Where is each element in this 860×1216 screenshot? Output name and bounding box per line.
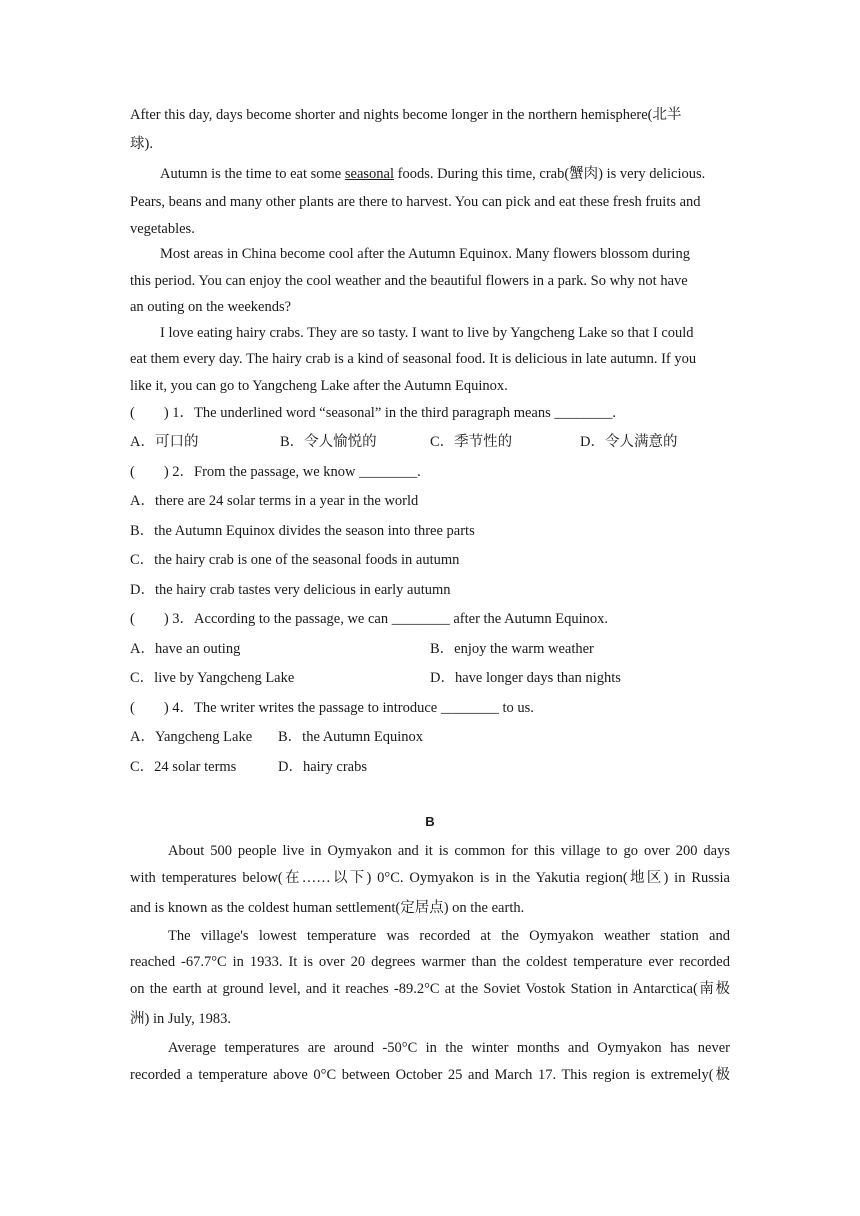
q1-option-a: A．可口的	[130, 434, 199, 450]
question-2: ( ) 2．From the passage, we know ________.	[130, 464, 421, 480]
q4-option-a: A．Yangcheng Lake	[130, 729, 253, 745]
passage-b-p2-line2: reached -67.7°C in 1933. It is over 20 degrees warmer than the coldest temperature ever recorded	[130, 954, 730, 970]
passage-b-p1-line3: and is known as the coldest human settlement(定居点) on the earth.	[130, 900, 525, 916]
q1-option-b: B．令人愉悦的	[280, 434, 377, 450]
q2-option-a: A．there are 24 solar terms in a year in the world	[130, 493, 419, 509]
passage-a-p1-line2: 球).	[130, 136, 153, 152]
passage-b-p2-line1: The village's lowest temperature was recorded at the Oymyakon weather station and	[168, 928, 730, 944]
q4-option-c: C．24 solar terms	[130, 759, 237, 775]
passage-a-p2-line2: Pears, beans and many other plants are there to harvest. You can pick and eat these fresh fruits and	[130, 194, 701, 210]
passage-a-p4-line1: I love eating hairy crabs. They are so tasty. I want to live by Yangcheng Lake so that I could	[160, 325, 694, 341]
q1-option-c: C．季节性的	[430, 434, 513, 450]
q2-option-b: B．the Autumn Equinox divides the season into three parts	[130, 523, 475, 539]
passage-a-p3-line1: Most areas in China become cool after the Autumn Equinox. Many flowers blossom during	[160, 246, 690, 262]
question-1: ( ) 1．The underlined word “seasonal” in the third paragraph means ________.	[130, 405, 617, 421]
q3-option-b: B．enjoy the warm weather	[430, 641, 594, 657]
p2-text-post: foods. During this time, crab(蟹肉) is very delicious.	[393, 166, 706, 182]
question-3: ( ) 3．According to the passage, we can ________ after the Autumn Equinox.	[130, 611, 608, 627]
p2-text-pre: Autumn is the time to eat some	[160, 166, 345, 182]
passage-b-p3-line2: recorded a temperature above 0°C between October 25 and March 17. This region is extremely(极	[130, 1067, 730, 1083]
q3-option-d: D．have longer days than nights	[430, 670, 621, 686]
passage-a-p4-line2: eat them every day. The hairy crab is a kind of seasonal food. It is delicious in late autumn. If you	[130, 351, 697, 367]
q4-option-b: B．the Autumn Equinox	[278, 729, 423, 745]
passage-a-p3-line2: this period. You can enjoy the cool weather and the beautiful flowers in a park. So why not have	[130, 273, 688, 289]
q4-option-d: D．hairy crabs	[278, 759, 367, 775]
passage-b-p3-line1: Average temperatures are around -50°C in the winter months and Oymyakon has never	[168, 1040, 730, 1056]
q3-option-c: C．live by Yangcheng Lake	[130, 670, 295, 686]
passage-a-p2-line1	[160, 165, 705, 183]
underlined-word-seasonal: seasonal	[344, 166, 394, 182]
passage-b-p2-line4: 洲) in July, 1983.	[130, 1011, 231, 1027]
q2-option-c: C．the hairy crab is one of the seasonal foods in autumn	[130, 552, 460, 568]
passage-b-p1-line1: About 500 people live in Oymyakon and it is common for this village to go over 200 days	[168, 843, 730, 859]
passage-a-p4-line3: like it, you can go to Yangcheng Lake after the Autumn Equinox.	[130, 378, 508, 394]
q1-option-d: D．令人满意的	[580, 434, 678, 450]
passage-b-p2-line3: on the earth at ground level, and it reaches -89.2°C at the Soviet Vostok Station in Antarctica(南极	[130, 981, 730, 997]
q2-option-d: D．the hairy crab tastes very delicious in early autumn	[130, 582, 451, 598]
passage-a-p3-line3: an outing on the weekends?	[130, 299, 292, 315]
q3-option-a: A．have an outing	[130, 641, 241, 657]
question-4: ( ) 4．The writer writes the passage to introduce ________ to us.	[130, 700, 534, 716]
passage-a-p1-line1: After this day, days become shorter and nights become longer in the northern hemisphere(北半	[130, 107, 682, 123]
passage-b-heading: B	[425, 814, 435, 829]
passage-b-p1-line2: with temperatures below(在……以下) 0°C. Oymyakon is in the Yakutia region(地区) in Russia	[130, 870, 730, 886]
passage-a-p2-line3: vegetables.	[130, 221, 195, 237]
